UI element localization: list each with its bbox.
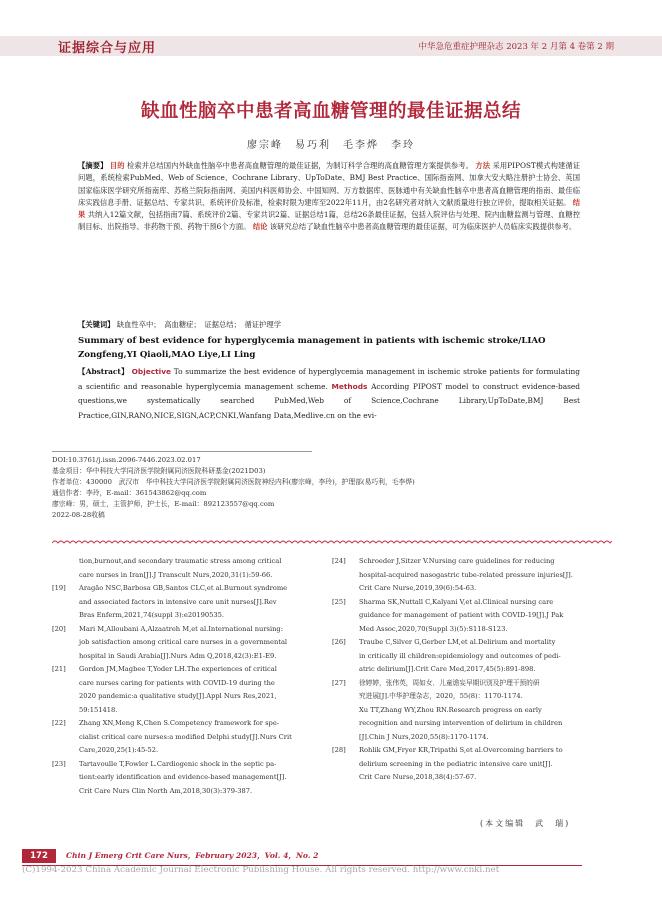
page-number: 172 [30, 851, 48, 861]
reference-item [332, 636, 604, 677]
first-author: 廖宗峰：男，硕士，主管护师，护士长，E-mail：892123557@qq.com [52, 500, 275, 508]
reference-number: [21] [52, 665, 66, 673]
abstract-en-label: 【Abstract】 [78, 367, 129, 376]
reference-line: Crit Care Nurse,2019,39(6):54-63. [359, 584, 477, 592]
reference-line: care nurses in Iran[J].J Transcult Nurs,2020,31(1):59-66. [79, 570, 273, 579]
article-meta [52, 455, 572, 521]
reference-line: Care,2020,25(1):45-52. [79, 746, 159, 754]
reference-item [52, 582, 324, 623]
reference-line: Crit Care Nurs Clin North Am,2018,30(3):379-387. [79, 786, 253, 795]
reference-number: [25] [332, 597, 346, 606]
reference-number: [28] [332, 746, 346, 754]
objective-en-text: To summarize the best evidence of hyperglycemia management in ischemic stroke patients for formulating a scientific and reasonable hyperglycemia management scheme. [78, 367, 580, 391]
reference-line: Aragão NSC,Barbosa GB,Santos CLC,et al.Burnout syndrome [79, 584, 288, 592]
footnote-divider [52, 451, 312, 452]
reference-line: care nurses caring for patients with COVID-19 during the [79, 678, 275, 687]
references-left [52, 555, 324, 798]
references-right [332, 555, 604, 785]
reference-line: Gordon JM,Magbee T,Yoder LH.The experiences of critical [79, 665, 277, 673]
fund: 基金项目：华中科技大学同济医学院附属同济医院科研基金(2021D03) [52, 467, 266, 475]
affiliation: 作者单位：430000 武汉市 华中科技大学同济医学院附属同济医院神经内科(廖宗峰，李玲)，护理部(易巧利，毛李烨) [52, 478, 415, 486]
reference-line: delirium screening in the pediatric intensive care unit[J]. [359, 759, 553, 768]
reference-line: Med Assoc,2020,70(Suppl 3)(5):S118-S123. [359, 624, 508, 633]
methods-en-text: According PIPOST model to construct evidence-based questions,we systematically searched PubMed,Web of Science,Cochrane Library,UpToDate,BMJ Best Practice,GIN,RANO,NICE,SIGN,ACP,CNKI,Wanfang Data,Medlive.cn on the evi- [78, 381, 580, 420]
keywords-label: 【关键词】 [78, 320, 115, 329]
conclusion-text: 该研究总结了缺血性脑卒中患者高血糖管理的最佳证据，可为临床医护人员临床实践提供参考。 [269, 222, 577, 232]
reference-line: 徐婷婷，张伟英，周如女．儿童谵妄早期识别及护理干预的研 [359, 678, 540, 687]
copyright-notice: (C)1994-2023 China Academic Journal Electronic Publishing House. All rights reserved. http://www.cnki.net [22, 865, 500, 875]
abstract-cn [78, 160, 580, 234]
objective-en-label: Objective [131, 367, 172, 376]
reference-number [52, 555, 79, 569]
reference-line: Bras Enferm,2021,74(suppl 3):e20190535. [79, 611, 225, 619]
abstract-en [78, 365, 580, 423]
reference-number: [20] [52, 624, 66, 633]
reference-item [52, 555, 324, 582]
reference-line: in critically ill children:epidemiology and outcomes of pedi- [359, 651, 561, 660]
journal-footer: Chin J Emerg Crit Care Nurs，February 2023，Vol. 4，No. 2 [66, 851, 319, 860]
section-title: 证据综合与应用 [58, 41, 157, 56]
reference-line: 究进展[J].中华护理杂志，2020，55(8)：1170-1174. [359, 692, 523, 700]
reference-number: [24] [332, 557, 346, 565]
editor-note: (本文编辑 武 瑞) [480, 819, 571, 828]
reference-line: Tartavoulle T,Fowler L.Cardiogenic shock in the septic pa- [79, 759, 277, 768]
reference-line: Xu TT,Zhang WY,Zhou RN.Research progress on early [359, 705, 542, 714]
reference-item [52, 663, 324, 717]
article-title: 缺血性脑卒中患者高血糖管理的最佳证据总结 [140, 101, 521, 122]
reference-item [332, 555, 604, 596]
reference-line: tient:early identification and evidence-based management[J]. [79, 773, 287, 781]
objective-text: 检索并总结国内外缺血性脑卒中患者高血糖管理的最佳证据，为制订科学合理的高血糖管理方案提供参考。 [126, 161, 474, 170]
abstract-cn-label: 【摘要】 [78, 161, 108, 170]
reference-line: 2020 pandemic:a qualitative study[J].Appl Nurs Res,2021, [79, 692, 277, 700]
reference-line: Mari M,Alloubani A,Alzaatreh M,et al.International nursing: [79, 624, 283, 633]
reference-line: recognition and nursing intervention of delirium in children [359, 719, 563, 727]
results-text: 共纳入12篇文献，包括指南7篇、系统评价2篇、专家共识2篇、证据总结1篇，总结26条最佳证据，包括入院评估与处理、院内血糖监测与管理、血糖控制目标、出院指导、非药物干预、药物干预6个方面。 [78, 210, 581, 232]
doi: DOI:10.3761/j.issn.2096-7446.2023.02.017 [52, 456, 201, 464]
reference-item [332, 677, 604, 745]
reference-line: guidance for management of patient with COVID-19[J].J Pak [359, 611, 564, 619]
received-date: 2022-08-28收稿 [52, 511, 105, 519]
reference-line: Schroeder J,Sitzer V.Nursing care guidelines for reducing [359, 557, 555, 565]
wavy-divider [52, 538, 612, 548]
reference-item [52, 717, 324, 758]
reference-line: tion,burnout,and secondary traumatic stress among critical [79, 557, 282, 565]
reference-item [52, 758, 324, 799]
reference-line: 59:151418. [79, 705, 118, 714]
conclusion-label: 结论 [252, 222, 268, 232]
methods-text: 采用PIPOST模式构建循证问题，系统检索PubMed、Web of Science、Cochrane Library、UpToDate、BMJ Best Practice、国际指南网、加拿大安大略注册护士协会、英国国家临床医学研究所指南库、苏格兰院际指南网、美国内科医师协会、中国知网、万方数据库、医脉通中有关缺血性脑卒中患者高血糖管理的指南、最佳临床实践信息手册、证据总结、专家共识、系统评价及标准，检索时限为建库至2022年11月，由2名研究者对纳入文献质量进行独立评价，提取相关证据。 [78, 161, 580, 207]
reference-number: [22] [52, 719, 66, 727]
reference-number: [23] [52, 759, 66, 768]
reference-line: Rohlik GM,Fryer KR,Tripathi S,et al.Overcoming barriers to [359, 746, 563, 754]
methods-label: 方法 [475, 161, 491, 170]
reference-number: [19] [52, 584, 66, 592]
reference-line: Traube C,Silver G,Gerber LM,et al.Delirium and mortality [359, 638, 556, 646]
corresponding-author: 通信作者：李玲，E-mail：361543862@qq.com [52, 489, 207, 497]
reference-line: cialist critical care nurses:a modified Delphi study[J].Nurs Crit [79, 732, 292, 741]
keywords-text: 缺血性卒中； 高血糖症； 证据总结； 循证护理学 [116, 320, 281, 329]
reference-item [332, 596, 604, 637]
keywords-cn [78, 319, 580, 331]
results-label: 结果 [78, 197, 580, 220]
reference-item [52, 623, 324, 664]
english-title: Summary of best evidence for hyperglycemia management in patients with ischemic stroke/LIAO Zongfeng,YI Qiaoli,MAO Liye,LI Ling [78, 336, 546, 360]
reference-line: job satisfaction among critical care nurses in a governmental [79, 638, 288, 646]
reference-number: [26] [332, 638, 346, 646]
reference-line: Zhang XN,Meng K,Chen S.Competency framework for spe- [79, 719, 280, 727]
reference-line: Crit Care Nurse,2018,38(4):57-67. [359, 773, 477, 781]
reference-line: hospital-acquired nasogastric tube-related pressure injuries[J]. [359, 570, 573, 579]
reference-line: and associated factors in intensive care unit nurses[J].Rev [79, 597, 277, 606]
article-authors: 廖宗峰 易巧利 毛李烨 李玲 [247, 140, 415, 151]
methods-en-label: Methods [331, 381, 368, 391]
reference-item [332, 744, 604, 785]
reference-line: hospital in Saudi Arabia[J].Nurs Adm Q,2018,42(3):E1-E9. [79, 651, 277, 660]
journal-issue: 中华急危重症护理杂志 2023 年 2 月第 4 卷第 2 期 [418, 42, 614, 52]
reference-line: Sharma SK,Nuttall C,Kalyani V,et al.Clinical nursing care [359, 597, 554, 606]
objective-label: 目的 [109, 161, 125, 170]
reference-line: atric delirium[J].Crit Care Med,2017,45(5):891-898. [359, 665, 536, 673]
reference-number: [27] [332, 678, 346, 687]
reference-line: [J].Chin J Nurs,2020,55(8):1170-1174. [359, 732, 489, 741]
